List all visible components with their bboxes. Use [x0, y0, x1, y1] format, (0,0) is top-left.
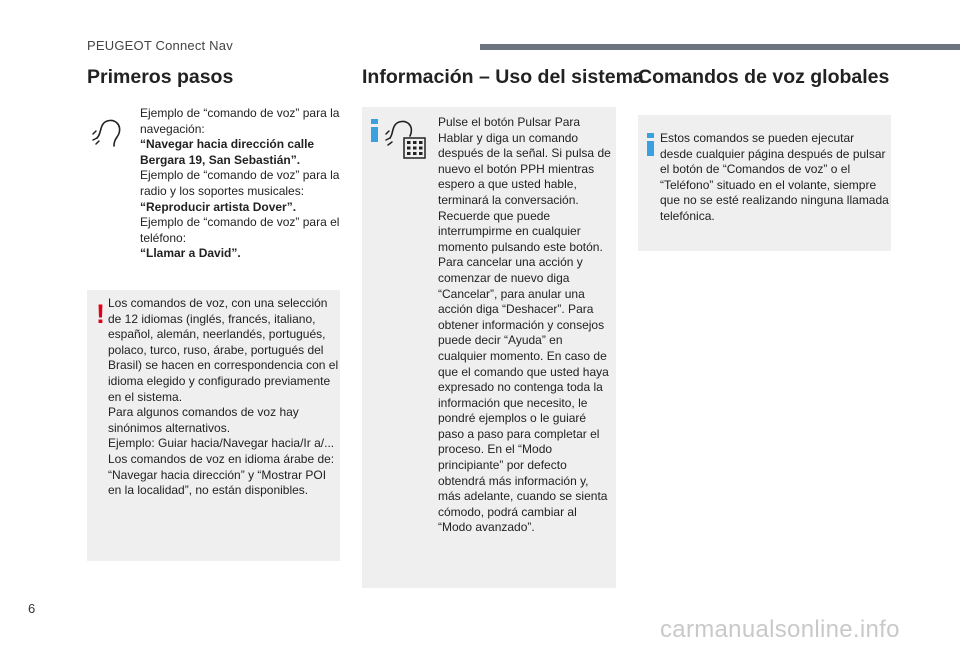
intro-line: Ejemplo de “comando de voz” para la radio y los soportes musicales: [140, 168, 340, 198]
global-commands-text: Estos comandos se pueden ejecutar desde cualquier página después de pulsar el botón de “Comandos de voz” o el “Teléfono” situado en el volante, siempre que no se esté realizando ninguna llamada telefónica. [660, 131, 889, 223]
warning-text: Los comandos de voz, con una selección de 12 idiomas (inglés, francés, italiano, español, alemán, neerlandés, portugués, polaco, turco, ruso, árabe, portugués del Brasil) se hacen en correspondencia con el idioma elegido y configurado previamente en el sistema. Para algunos comandos de voz hay sinónimos alternativos. Ejemplo: Guiar hacia/Navegar hacia/Ir a/... Los comandos de voz en idioma árabe de: “Navegar hacia dirección” y “Mostrar POI en la localidad”, no están disponibles. [108, 296, 339, 498]
intro-example-music: “Reproducir artista Dover”. [140, 199, 297, 214]
intro-example-navigation: “Navegar hacia dirección calle Bergara 19, San Sebastián”. [140, 137, 315, 167]
steering-wheel-voice-button-icon [384, 116, 428, 160]
intro-line: Ejemplo de “comando de voz” para la navegación: [140, 106, 340, 136]
intro-line: Ejemplo de “comando de voz” para el teléfono: [140, 215, 340, 245]
global-commands-box [638, 115, 891, 251]
warning-box [87, 290, 340, 561]
section-title-informacion: Información – Uso del sistema [362, 66, 644, 88]
info-box [362, 107, 616, 588]
intro-example-phone: “Llamar a David”. [140, 246, 241, 261]
info-text: Pulse el botón Pulsar Para Hablar y diga un comando después de la señal. Si pulsa de nuevo el botón PPH mientras espero a que usted hable, terminará la conversación. Recuerde que puede interrumpirme en cualquier momento pulsando este botón. Para cancelar una acción y comenzar de nuevo diga “Cancelar”, para anular una acción diga “Deshacer”. Para obtener información y consejos puede decir “Ayuda” en cualquier momento. En caso de que el comando que usted haya expresado no contenga toda la información que necesito, le pondré ejemplos o le guiaré paso a paso para completar el proceso. En el “Modo principiante” por defecto obtendrá más información y, más adelante, cuando se sienta cómodo, podrá cambiar al “Modo avanzado”. [438, 115, 611, 535]
voice-command-icon [91, 114, 127, 150]
header-bar [480, 44, 960, 50]
page-number: 6 [28, 601, 36, 616]
primeros-intro-text [140, 106, 345, 262]
section-title-primeros-pasos: Primeros pasos [87, 66, 234, 88]
watermark: carmanualsonline.info [660, 616, 900, 643]
warning-exclamation-icon: ! [96, 299, 105, 329]
section-title-comandos-globales: Comandos de voz globales [638, 66, 890, 88]
header-title: PEUGEOT Connect Nav [87, 38, 233, 53]
